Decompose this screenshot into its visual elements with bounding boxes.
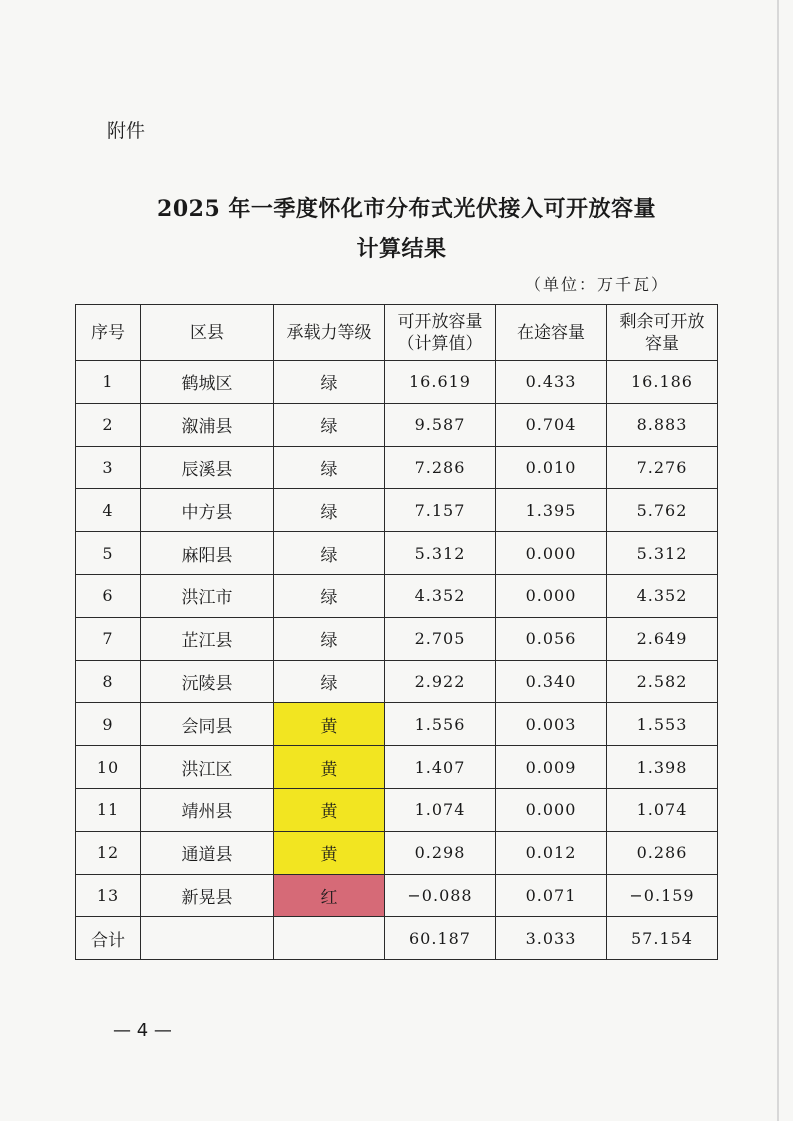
row-remaining: 1.074 [607, 788, 718, 831]
row-level-badge: 绿 [274, 617, 385, 660]
header-capacity: 可开放容量 （计算值） [385, 305, 496, 361]
row-in-transit: 0.071 [496, 874, 607, 917]
row-county: 沅陵县 [141, 660, 274, 703]
row-level-badge: 绿 [274, 574, 385, 617]
row-no: 12 [76, 831, 141, 874]
row-no: 9 [76, 703, 141, 746]
total-level [274, 917, 385, 960]
row-remaining: 16.186 [607, 361, 718, 404]
row-capacity: 1.074 [385, 788, 496, 831]
row-in-transit: 0.000 [496, 788, 607, 831]
total-label: 合计 [76, 917, 141, 960]
row-in-transit: 0.704 [496, 403, 607, 446]
table-row [76, 446, 718, 489]
table-row [76, 574, 718, 617]
row-in-transit: 0.010 [496, 446, 607, 489]
row-no: 13 [76, 874, 141, 917]
row-capacity: 1.407 [385, 746, 496, 789]
row-in-transit: 0.340 [496, 660, 607, 703]
table-row [76, 617, 718, 660]
row-county: 洪江区 [141, 746, 274, 789]
row-remaining: −0.159 [607, 874, 718, 917]
row-capacity: −0.088 [385, 874, 496, 917]
row-county: 鹤城区 [141, 361, 274, 404]
row-county: 辰溪县 [141, 446, 274, 489]
attachment-label: 附件 [107, 120, 146, 142]
row-capacity: 4.352 [385, 574, 496, 617]
row-no: 10 [76, 746, 141, 789]
row-level-badge: 绿 [274, 660, 385, 703]
row-no: 4 [76, 489, 141, 532]
row-remaining: 7.276 [607, 446, 718, 489]
row-county: 溆浦县 [141, 403, 274, 446]
row-no: 8 [76, 660, 141, 703]
row-in-transit: 0.012 [496, 831, 607, 874]
row-no: 11 [76, 788, 141, 831]
row-level-badge: 红 [274, 874, 385, 917]
row-remaining: 4.352 [607, 574, 718, 617]
row-no: 1 [76, 361, 141, 404]
row-level-badge: 绿 [274, 403, 385, 446]
table-row [76, 703, 718, 746]
row-remaining: 2.582 [607, 660, 718, 703]
row-remaining: 8.883 [607, 403, 718, 446]
header-remaining: 剩余可开放 容量 [607, 305, 718, 361]
table-row [76, 660, 718, 703]
row-remaining: 1.398 [607, 746, 718, 789]
table-body [76, 361, 718, 960]
total-remaining: 57.154 [607, 917, 718, 960]
header-county: 区县 [141, 305, 274, 361]
table-row [76, 489, 718, 532]
row-remaining: 5.312 [607, 532, 718, 575]
page-number: — 4 — [113, 1020, 172, 1041]
row-in-transit: 0.000 [496, 532, 607, 575]
table-row [76, 788, 718, 831]
row-remaining: 0.286 [607, 831, 718, 874]
row-in-transit: 0.009 [496, 746, 607, 789]
row-county: 通道县 [141, 831, 274, 874]
row-no: 3 [76, 446, 141, 489]
row-county: 会同县 [141, 703, 274, 746]
table-row [76, 532, 718, 575]
table-row [76, 831, 718, 874]
row-no: 2 [76, 403, 141, 446]
table-row [76, 403, 718, 446]
row-level-badge: 黄 [274, 703, 385, 746]
row-remaining: 5.762 [607, 489, 718, 532]
table-row [76, 874, 718, 917]
row-capacity: 2.922 [385, 660, 496, 703]
header-no: 序号 [76, 305, 141, 361]
total-capacity: 60.187 [385, 917, 496, 960]
row-county: 洪江市 [141, 574, 274, 617]
header-level: 承载力等级 [274, 305, 385, 361]
row-in-transit: 0.056 [496, 617, 607, 660]
table-row [76, 746, 718, 789]
row-no: 7 [76, 617, 141, 660]
total-row [76, 917, 718, 960]
row-level-badge: 绿 [274, 532, 385, 575]
table-header-row [76, 305, 718, 361]
row-county: 麻阳县 [141, 532, 274, 575]
header-in-transit: 在途容量 [496, 305, 607, 361]
row-capacity: 16.619 [385, 361, 496, 404]
row-in-transit: 0.433 [496, 361, 607, 404]
page-title-line2: 计算结果 [356, 236, 447, 262]
row-level-badge: 绿 [274, 446, 385, 489]
page-edge [777, 0, 779, 1121]
row-in-transit: 0.000 [496, 574, 607, 617]
row-capacity: 0.298 [385, 831, 496, 874]
row-capacity: 1.556 [385, 703, 496, 746]
row-level-badge: 绿 [274, 361, 385, 404]
row-no: 6 [76, 574, 141, 617]
row-county: 芷江县 [141, 617, 274, 660]
row-remaining: 2.649 [607, 617, 718, 660]
table-row [76, 361, 718, 404]
row-remaining: 1.553 [607, 703, 718, 746]
row-level-badge: 黄 [274, 831, 385, 874]
row-capacity: 7.157 [385, 489, 496, 532]
row-level-badge: 绿 [274, 489, 385, 532]
total-in-transit: 3.033 [496, 917, 607, 960]
row-level-badge: 黄 [274, 746, 385, 789]
row-no: 5 [76, 532, 141, 575]
page-title: 2025 年一季度怀化市分布式光伏接入可开放容量 [157, 196, 656, 222]
row-county: 中方县 [141, 489, 274, 532]
row-capacity: 5.312 [385, 532, 496, 575]
row-capacity: 7.286 [385, 446, 496, 489]
row-in-transit: 1.395 [496, 489, 607, 532]
row-capacity: 9.587 [385, 403, 496, 446]
total-county [141, 917, 274, 960]
row-level-badge: 黄 [274, 788, 385, 831]
row-county: 靖州县 [141, 788, 274, 831]
unit-label: （单位：万千瓦） [525, 275, 670, 294]
row-county: 新晃县 [141, 874, 274, 917]
row-capacity: 2.705 [385, 617, 496, 660]
row-in-transit: 0.003 [496, 703, 607, 746]
capacity-table [75, 304, 718, 960]
